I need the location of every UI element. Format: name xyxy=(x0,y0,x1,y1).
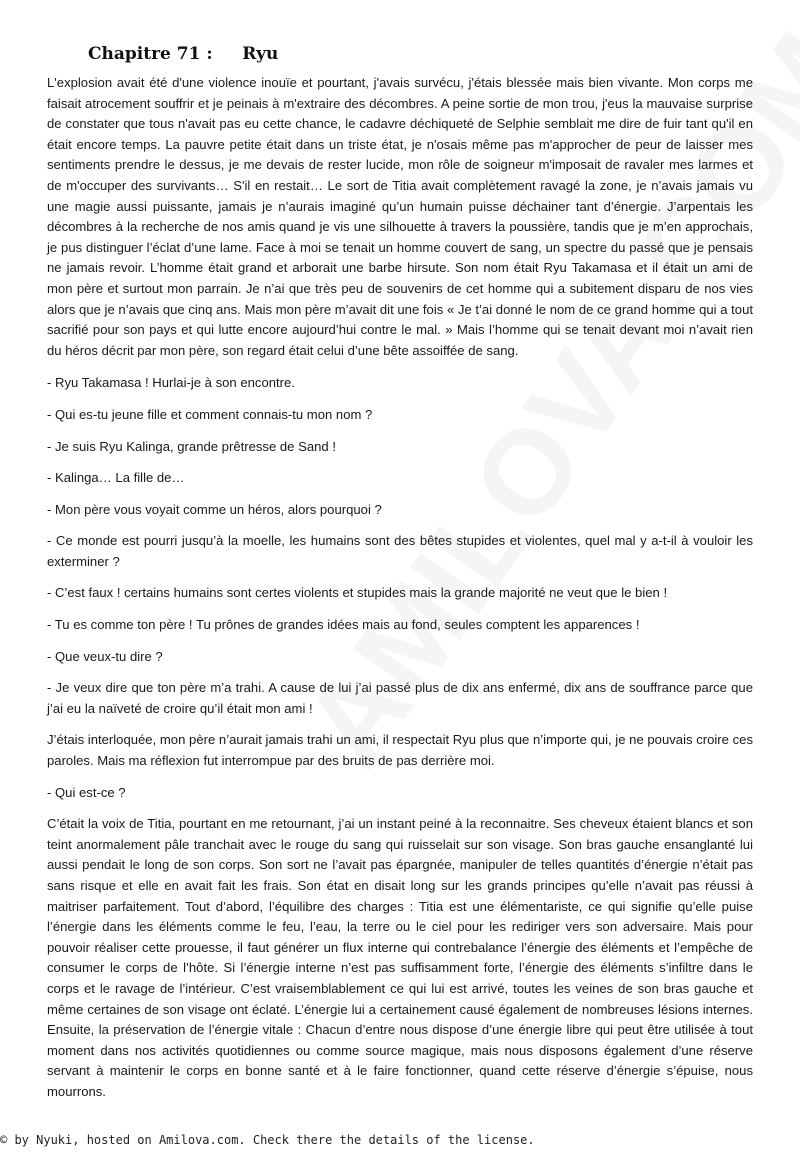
paragraph: L'explosion avait été d'une violence inouïe et pourtant, j'avais survécu, j'étais blessée mais bien vivante. Mon corps me faisait atrocement souffrir et je peinais à m'extraire des décombres. A peine sortie de mon trou, j'eus la mauvaise surprise de constater que tous n'avait pas eu cette chance, le cadavre déchiqueté de Selphie semblait me dire de fuir tant qu'il en était encore temps. La pauvre petite était dans un triste état, je n'osais même pas m'approcher de peur de laisser mes sentiments prendre le dessus, je me devais de rester lucide, mon rôle de soigneur m'imposait de ravaler mes larmes et de m'occuper des survivants… S'il en restait… Le sort de Titia avait complètement ravagé la zone, je n’avais jamais vu une magie aussi puissante, jamais je n’aurais imaginé qu’un humain puisse déchainer tant d’énergie. J’arpentais les décombres à la recherche de nos amis quand je vis une silhouette à travers la poussière, tandis que je m’en approchais, je pus distinguer l’éclat d’une lame. Face à moi se tenait un homme couvert de sang, un spectre du passé que je pensais ne jamais revoir. L’homme était grand et arborait une barbe hirsute. Son nom était Ryu Takamasa et il était un ami de mon père et surtout mon parrain. Je n’ai que très peu de souvenirs de cet homme qui a subitement disparu de nos vies alors que je n’avais que cinq ans. Mais mon père m’avait dit une fois « Je t’ai donné le nom de ce grand homme qui a tout sacrifié pour son pays et qui lutte encore aujourd’hui contre le mal. » Mais l’homme qui se tenait devant moi n’avait rien du héros décrit par mon père, son regard était celui d’une bête assoiffée de sang. xyxy=(47,75,753,358)
dialogue-line: - Ryu Takamasa ! Hurlai-je à son encontre. xyxy=(47,375,295,391)
dialogue-line: - Je veux dire que ton père m’a trahi. A cause de lui j’ai passé plus de dix ans enfermé, dix ans de souffrance parce que j’ai eu la naïveté de croire qu’il était mon ami ! xyxy=(47,680,753,716)
dialogue-line: - Mon père vous voyait comme un héros, alors pourquoi ? xyxy=(47,501,382,517)
chapter-body xyxy=(47,73,753,1114)
dialogue-line: - Je suis Ryu Kalinga, grande prêtresse de Sand ! xyxy=(47,438,336,454)
license-footer: © by Nyuki, hosted on Amilova.com. Check there the details of the license. xyxy=(0,1133,535,1147)
paragraph: J’étais interloquée, mon père n’aurait jamais trahi un ami, il respectait Ryu plus que n’importe qui, je ne pouvais croire ces paroles. Mais ma réflexion fut interrompue par des bruits de pas derrière moi. xyxy=(47,732,753,769)
dialogue-line: - Tu es comme ton père ! Tu prônes de grandes idées mais au fond, seules comptent les apparences ! xyxy=(47,617,640,633)
dialogue-line: - Que veux-tu dire ? xyxy=(47,648,163,664)
chapter-title: Chapitre 71 : Ryu xyxy=(88,44,279,64)
dialogue-line: - C’est faux ! certains humains sont certes violents et stupides mais la grande majorité ne veut que le bien ! xyxy=(47,585,668,601)
paragraph: C’était la voix de Titia, pourtant en me retournant, j’ai un instant peiné à la reconnaitre. Ses cheveux étaient blancs et son teint anormalement pâle tranchait avec le rouge du sang qui ruisselait sur son visage. Son bras gauche ensanglanté lui aussi pendait le long de son corps. Son sort ne l’avait pas épargnée, manipuler de telles quantités d’énergie n’était pas sans risque et elle en avait fait les frais. Son état en disait long sur les grands principes qu’elle n’avait pas réussi à maitriser parfaitement. Tout d’abord, l’équilibre des charges : Titia est une élémentariste, ce qui signifie qu’elle puise l’énergie dans les éléments comme le feu, l’eau, la terre ou le ciel pour les rediriger vers son adversaire. Mais pour pouvoir réaliser cette prouesse, il faut générer un flux interne qui contrebalance l’énergie des éléments et l’empêche de consumer le corps de l’hôte. Si l’énergie interne n’est pas suffisamment forte, l’énergie des éléments s’infiltre dans le corps et le ravage de l’intérieur. C’est vraisemblablement ce qui lui est arrivé, toutes les veines de son bras gauche et même certaines de son visage ont éclaté. L’énergie lui a certainement causé également de nombreuses lésions internes. Ensuite, la préservation de l’énergie vitale : Chacun d’entre nous dispose d’une énergie libre qui peut être utilisée à tout moment dans nos activités quotidiennes ou comme source magique, mais nous disposons également d’une réserve servant à maintenir le corps en bonne santé et à le faire fonctionner, quand cette réserve d’énergie s’épuise, nous mourrons. xyxy=(47,816,753,1099)
dialogue-line: - Qui es-tu jeune fille et comment connais-tu mon nom ? xyxy=(47,406,373,422)
dialogue-line: - Kalinga… La fille de… xyxy=(47,470,185,486)
dialogue-line: - Ce monde est pourri jusqu’à la moelle, les humains sont des bêtes stupides et violentes, quel mal y a-t-il à vouloir les exterminer ? xyxy=(47,533,753,569)
dialogue-line: - Qui est-ce ? xyxy=(47,784,126,800)
